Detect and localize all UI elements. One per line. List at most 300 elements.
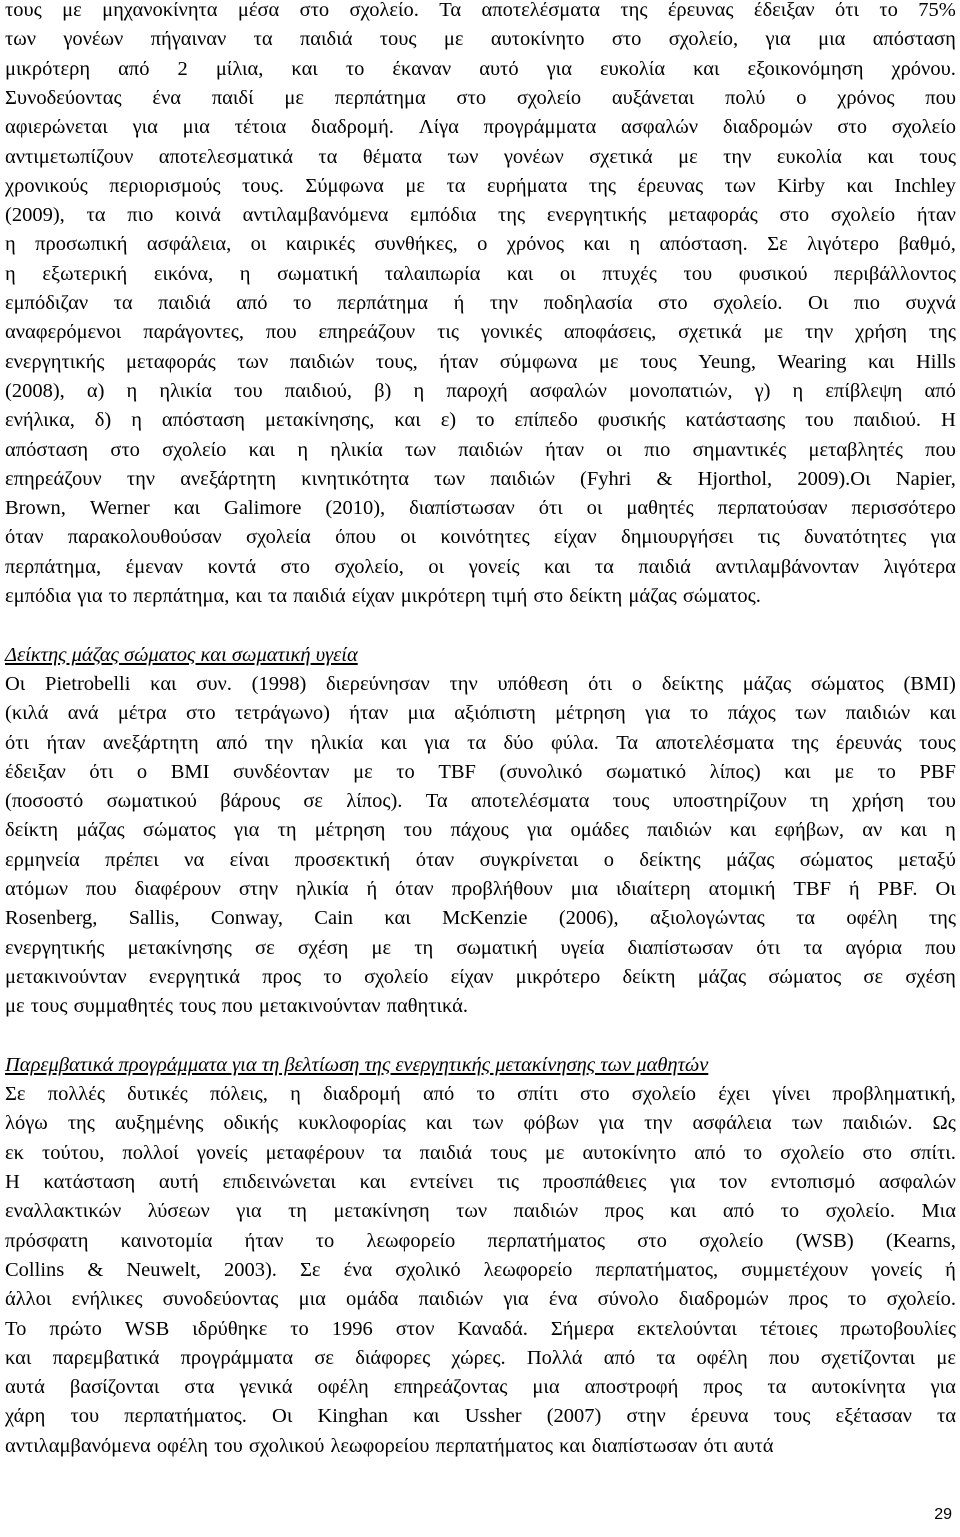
word: σχετικά: [589, 145, 653, 168]
word: κινητικότητα: [301, 467, 409, 490]
word: και: [394, 409, 421, 432]
word: η: [290, 1083, 301, 1106]
word: Sallis,: [128, 907, 180, 930]
word: αυτοκίνητο: [490, 28, 585, 51]
paragraph-line: [5, 84, 956, 113]
word: φύλα.: [550, 731, 599, 754]
word: ενήλικες: [71, 1288, 143, 1311]
word: σχολείο,: [668, 28, 739, 51]
word: προβληματική,: [832, 1083, 956, 1106]
paragraph-line: [5, 934, 956, 963]
word: λύσεων: [147, 1200, 210, 1223]
word: (1998): [251, 672, 307, 695]
word: γονείς: [871, 1258, 923, 1281]
word: η: [629, 233, 641, 256]
word: σχετικά: [678, 321, 742, 344]
paragraph-line: [5, 113, 956, 142]
word: διαπίστωσαν: [409, 497, 515, 520]
word: εξοικονόμηση: [747, 57, 864, 80]
word: δυνατότητες: [804, 526, 907, 549]
word: από: [924, 379, 956, 402]
word: σώματος: [799, 848, 873, 871]
word: συνθήκες,: [374, 233, 458, 256]
word: προς: [703, 1376, 743, 1399]
word: σπίτι: [517, 1083, 558, 1106]
word: βάρους: [220, 790, 281, 813]
word: ενεργητικής: [5, 350, 105, 373]
word: η: [792, 379, 804, 402]
word: της: [928, 907, 956, 930]
word: της: [67, 1112, 95, 1135]
word: το: [847, 1288, 867, 1311]
word: Σύμφωνα: [305, 174, 384, 197]
word: και: [784, 760, 811, 783]
word: τους: [490, 1141, 527, 1164]
word: πιο: [853, 292, 880, 314]
word: αντιμετωπίζουν: [5, 145, 134, 168]
word: στην: [626, 1405, 666, 1428]
word: τους: [379, 28, 417, 51]
paragraph-line: εμπόδια για το περπάτημα, και τα παιδιά είχαν μικρότερη τιμή στο δείκτη μάζας σώματος.: [5, 585, 761, 607]
word: Hjorthol,: [697, 467, 773, 490]
word: βαθμό,: [898, 233, 956, 256]
word: ιδιαίτερη: [615, 878, 691, 900]
word: σχολείο: [364, 965, 429, 988]
word: ασφάλεια,: [146, 233, 232, 256]
word: σύμφωνα: [499, 350, 578, 373]
word: απόσταση.: [659, 233, 748, 256]
word: στο: [299, 0, 330, 21]
word: αντιλαμβανόμενα: [242, 204, 389, 227]
word: τετράγωνο): [234, 702, 330, 725]
word: του: [927, 790, 956, 813]
word: παράγοντες,: [143, 321, 244, 344]
word: Οι: [5, 672, 26, 695]
word: ποδηλασία: [543, 292, 633, 314]
word: ένα: [343, 1258, 373, 1281]
word: και: [544, 555, 571, 578]
word: καιρικές: [285, 233, 356, 256]
word: ανά: [67, 702, 99, 725]
word: σχολεία: [245, 526, 311, 549]
word: και: [291, 57, 318, 80]
word: μάζας: [697, 965, 747, 988]
word: σώματος: [810, 672, 884, 695]
word: των: [456, 1200, 488, 1223]
word: οφέλη: [317, 1376, 369, 1399]
word: 2009).Οι: [797, 467, 871, 490]
word: (2009),: [5, 204, 65, 227]
word: τους.: [242, 174, 284, 197]
word: περπάτημα: [334, 86, 426, 109]
word: με: [353, 760, 373, 783]
word: και: [693, 57, 720, 80]
word: την: [264, 731, 294, 754]
word: στο: [280, 555, 311, 578]
word: παιδιού,: [284, 379, 353, 402]
word: τα: [656, 1346, 676, 1369]
word: (WSB): [795, 1229, 854, 1252]
word: παιδιών: [490, 467, 555, 490]
word: μια: [570, 878, 599, 900]
word: λίπος): [709, 760, 761, 783]
word: έχει: [718, 1083, 751, 1106]
word: της: [620, 0, 648, 21]
word: παιδιών.: [842, 1112, 913, 1135]
word: που: [265, 321, 297, 344]
word: έδειξαν: [753, 0, 815, 21]
word: ασφαλών: [529, 379, 607, 402]
word: δείκτη: [622, 965, 676, 988]
paragraph-line: [5, 318, 956, 347]
paragraph-line: [5, 230, 956, 259]
paragraph-line: [5, 1315, 956, 1344]
word: Yeung,: [698, 350, 757, 373]
word: πολλές: [47, 1083, 105, 1106]
word: αποτελέσματα: [470, 790, 590, 813]
word: για: [645, 702, 671, 725]
word: ο: [603, 848, 614, 871]
word: ασφαλών: [878, 1171, 956, 1193]
word: χρόνου.: [891, 57, 956, 80]
paragraph-line: [5, 377, 956, 406]
word: ήταν: [439, 350, 479, 373]
word: μονοπατιών,: [628, 379, 733, 402]
word: η: [239, 262, 251, 285]
word: Kinghan: [317, 1405, 389, 1428]
word: ασφαλών: [620, 116, 699, 139]
word: πιο: [127, 204, 154, 227]
word: ο: [136, 760, 148, 783]
word: και: [900, 819, 927, 842]
word: Hills: [915, 350, 956, 373]
word: παιδιών: [845, 702, 911, 725]
word: PBF: [919, 760, 956, 783]
word: οδικής: [223, 1112, 279, 1135]
word: περπατούσαν: [717, 497, 828, 520]
word: το: [879, 0, 898, 21]
word: για: [234, 819, 260, 842]
paragraph-line: [5, 670, 956, 699]
word: τους: [612, 790, 650, 813]
word: απόσταση: [161, 409, 246, 432]
word: εικόνα,: [153, 262, 214, 285]
word: ή: [945, 1258, 956, 1281]
word: οι: [586, 497, 603, 520]
paragraph-line: [5, 904, 956, 933]
word: παιδιού.: [853, 409, 922, 432]
word: σχετίζονται: [820, 1346, 916, 1369]
word: τους: [919, 145, 956, 168]
word: Τα: [439, 0, 462, 21]
word: το: [877, 760, 896, 783]
word: οφέλη: [696, 1346, 748, 1369]
word: στο: [580, 1083, 610, 1106]
word: το: [345, 57, 365, 80]
word: Μια: [921, 1200, 956, 1223]
word: περπατήματος.: [124, 1405, 247, 1428]
word: αυτό: [479, 57, 519, 80]
word: για: [503, 1288, 529, 1311]
word: στο: [658, 292, 688, 314]
word: Οι: [272, 1405, 293, 1428]
word: παιδιά: [638, 555, 691, 578]
word: πρέπει: [105, 848, 159, 871]
word: και: [384, 907, 411, 930]
word: γονέων: [503, 145, 564, 168]
word: τη: [288, 1200, 308, 1223]
word: αποτελεσματικά: [158, 145, 293, 168]
word: σωματική: [277, 262, 359, 285]
word: λεωφορείο: [483, 1258, 573, 1281]
word: προς: [788, 1288, 828, 1311]
word: με: [834, 760, 854, 783]
paragraph-line: [5, 494, 956, 523]
word: (2010),: [325, 497, 386, 520]
word: TBF: [438, 760, 476, 783]
word: στο: [837, 116, 867, 139]
word: των: [791, 1112, 823, 1135]
word: μέτρα: [117, 702, 167, 725]
word: διαδρομών: [722, 116, 813, 139]
word: ότι: [5, 731, 30, 754]
word: τη: [809, 790, 829, 813]
word: στο: [611, 28, 642, 51]
word: μεταξύ: [898, 848, 956, 871]
word: η: [131, 409, 142, 432]
word: λιγότερα: [883, 555, 956, 578]
word: (2008),: [5, 379, 65, 402]
word: Ussher: [464, 1405, 522, 1428]
word: οφέλη: [846, 907, 898, 930]
word: ανεξάρτητη: [102, 731, 199, 754]
word: γ): [754, 379, 771, 402]
word: ιδρύθηκε: [192, 1317, 268, 1340]
word: Καναδά.: [457, 1317, 528, 1340]
paragraph-line: [5, 816, 956, 845]
word: από: [216, 731, 248, 754]
word: πολύ: [725, 86, 766, 109]
word: ότι: [89, 760, 114, 783]
word: αυτοκίνητα: [811, 1376, 906, 1399]
word: έμεναν: [125, 555, 184, 578]
word: λεωφορείο: [366, 1229, 456, 1252]
word: ή: [453, 292, 465, 314]
word: σε: [314, 1346, 335, 1369]
word: για: [930, 526, 956, 549]
word: ότι: [835, 0, 860, 21]
word: (συνολικό: [499, 760, 583, 783]
word: με: [544, 1141, 565, 1164]
word: οι: [559, 262, 576, 285]
word: δημιουργήσει: [621, 526, 734, 549]
word: αποτελέσματα: [655, 731, 774, 754]
word: το: [323, 965, 342, 988]
word: περισσότερο: [851, 497, 956, 520]
word: ενεργητικής: [546, 204, 647, 227]
word: του: [683, 262, 713, 285]
word: δείκτη: [5, 819, 59, 842]
word: και: [380, 731, 407, 754]
word: ατόμων: [5, 878, 68, 900]
word: έρευνα: [690, 1405, 749, 1428]
word: θέματα: [362, 145, 422, 168]
word: Galimore: [224, 497, 302, 520]
word: από: [236, 292, 268, 314]
paragraph-line: [5, 201, 956, 230]
word: που: [768, 1346, 800, 1369]
word: της: [588, 174, 616, 197]
word: μέτρηση: [555, 702, 626, 725]
paragraph-line: [5, 1402, 956, 1431]
word: την: [489, 292, 519, 314]
word: περπάτημα: [337, 292, 429, 314]
word: μικρότερο: [515, 965, 601, 988]
word: αυτοκίνητο: [582, 1141, 677, 1164]
word: μια: [532, 1376, 560, 1399]
paragraph-line: [5, 406, 956, 435]
word: Συνοδεύοντας: [5, 86, 122, 109]
word: παιδιά: [299, 28, 353, 51]
word: α): [86, 379, 105, 402]
word: πρόσφατη: [5, 1229, 89, 1252]
word: μηχανοκίνητα: [102, 0, 218, 21]
word: τέτοια: [234, 116, 287, 139]
word: σε: [303, 790, 324, 813]
word: με: [62, 0, 82, 21]
word: χρόνος: [837, 86, 895, 109]
word: μεταβλητές: [808, 438, 903, 461]
word: παιδιών: [458, 438, 523, 461]
paragraph-line: [5, 699, 956, 728]
word: παιδιά: [158, 292, 211, 314]
word: Σε: [5, 1083, 26, 1106]
word: γίνει: [772, 1083, 811, 1106]
word: πολλοί: [122, 1141, 179, 1164]
word: ταλαιπωρία: [384, 262, 481, 285]
word: (ποσοστό: [5, 790, 84, 813]
word: χρήση: [852, 790, 904, 813]
word: Τα: [425, 790, 448, 813]
paragraph-line: [5, 260, 956, 289]
word: το: [290, 1317, 309, 1340]
word: με: [678, 145, 698, 168]
word: αντιλαμβάνονταν: [715, 555, 860, 578]
word: η: [413, 379, 425, 402]
word: όπου: [335, 526, 377, 549]
word: περπάτημα,: [5, 555, 102, 578]
word: στο: [186, 702, 216, 725]
word: εντοπισμό: [770, 1171, 856, 1193]
word: σχέση: [905, 965, 956, 988]
paragraph-line: [5, 729, 956, 758]
word: (Kearns,: [885, 1229, 956, 1252]
word: το: [780, 1200, 800, 1223]
word: στην: [238, 878, 279, 900]
word: χρόνος: [506, 233, 565, 256]
word: τα: [803, 936, 823, 959]
word: McKenzie: [442, 907, 528, 930]
word: απόσταση: [872, 28, 956, 51]
word: (κιλά: [5, 702, 49, 725]
word: προσωπική: [35, 233, 128, 256]
word: σώματος: [142, 819, 216, 842]
word: Οι: [808, 292, 829, 314]
word: την: [644, 1112, 673, 1135]
word: αξιολογώντας: [649, 907, 765, 930]
word: τα: [446, 174, 466, 197]
word: υποστηρίζουν: [672, 790, 787, 813]
word: υπόθεση: [497, 672, 569, 695]
word: ο: [796, 86, 807, 109]
word: είναι: [229, 848, 270, 871]
paragraph-line: [5, 289, 956, 318]
word: ήταν: [545, 438, 585, 461]
word: από: [694, 1141, 726, 1164]
word: σώματος: [768, 965, 842, 988]
word: σχολείο: [780, 1141, 845, 1164]
word: ανεξάρτητη: [180, 467, 277, 490]
word: ήταν: [349, 702, 389, 725]
word: εξωτερική: [42, 262, 128, 285]
word: πόλεις,: [209, 1083, 268, 1106]
word: σχολείο: [162, 438, 227, 461]
word: προς: [604, 1200, 644, 1223]
word: πάχος: [727, 702, 776, 725]
word: κοντά: [207, 555, 256, 578]
word: από: [118, 57, 150, 80]
paragraph-line: [5, 1373, 956, 1402]
word: ασφάλεια: [692, 1112, 772, 1135]
word: ηλικία: [159, 379, 212, 402]
word: &: [656, 467, 673, 490]
word: στα: [184, 1376, 215, 1399]
word: (2006),: [558, 907, 619, 930]
word: μετακίνηση: [333, 1200, 430, 1223]
word: παιδιών: [289, 350, 355, 373]
word: φόβων: [523, 1112, 579, 1135]
word: τους: [773, 1405, 811, 1428]
word: Brown,: [5, 497, 66, 520]
word: για: [424, 731, 450, 754]
word: τους: [5, 0, 42, 21]
word: ότι: [588, 672, 613, 695]
word: τα: [937, 1405, 956, 1428]
word: πάχους: [450, 819, 509, 842]
word: που: [85, 878, 117, 900]
word: τα: [382, 1141, 402, 1164]
word: και: [150, 672, 177, 695]
word: δείκτης: [639, 848, 701, 871]
paragraph-line: [5, 1139, 956, 1168]
word: που: [925, 438, 956, 461]
word: εξέτασαν: [835, 1405, 912, 1428]
word: όταν: [395, 878, 434, 900]
word: διαπίστωσαν: [627, 936, 734, 959]
word: και: [359, 1171, 387, 1193]
word: αναφερόμενοι: [5, 321, 122, 344]
word: την: [723, 145, 752, 168]
word: ηλικία: [310, 731, 364, 754]
word: ενεργητικά: [148, 965, 240, 988]
word: την: [805, 321, 834, 344]
word: με: [443, 28, 464, 51]
word: πήγαιναν: [150, 28, 227, 51]
word: στο: [110, 438, 140, 461]
word: και: [5, 1346, 32, 1369]
word: σχέση: [297, 936, 349, 959]
word: τα: [796, 907, 816, 930]
